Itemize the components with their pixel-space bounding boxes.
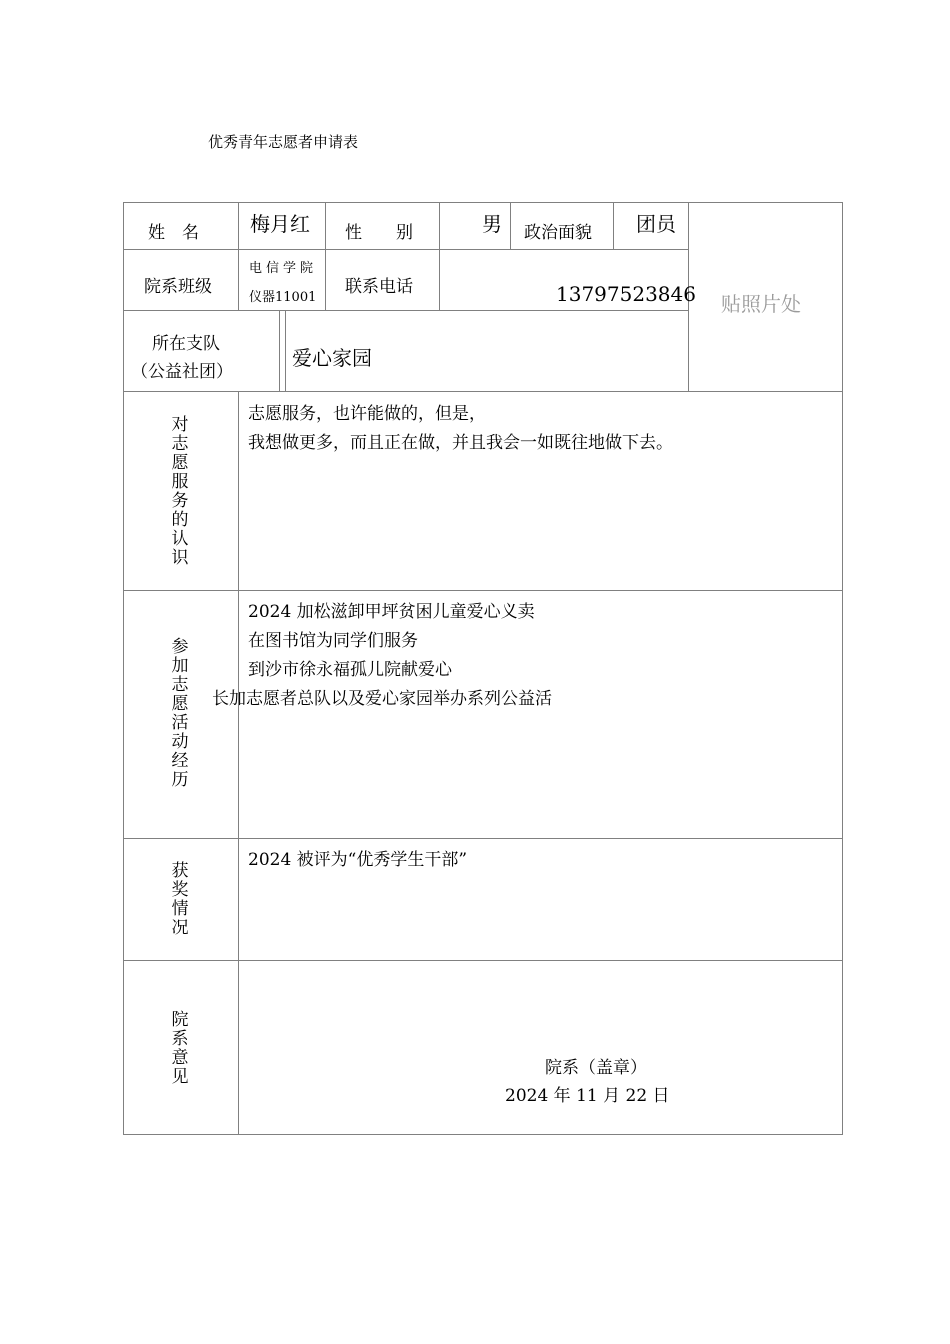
awards-label: 获奖情况 [171,861,189,938]
name-value: 梅月红 [250,212,310,236]
table-border-top [123,202,843,203]
row-divider [123,391,843,392]
table-border-right [842,202,843,1135]
form-title: 优秀青年志愿者申请表 [208,133,359,151]
row-divider [123,249,689,250]
department-value-line1: 电信学院 [249,261,318,276]
col-divider [325,202,326,310]
table-border-bottom [123,1134,843,1135]
col-divider [439,202,440,310]
team-label-line2: （公益社团） [131,362,233,382]
row-divider [123,590,843,591]
experience-line: 到沙市徐永福孤儿院献爱心 [248,660,452,680]
col-divider [279,310,280,391]
understanding-label: 对志愿服务的认识 [171,415,189,568]
phone-value: 13797523846 [556,282,696,306]
political-value: 团员 [636,212,676,236]
gender-label: 性 别 [345,223,413,243]
row-divider [123,838,843,839]
experience-label: 参加志愿活动经历 [171,637,189,790]
awards-line: 2024 被评为“优秀学生干部” [248,850,468,870]
opinion-seal: 院系（盖章） [545,1058,647,1078]
gender-value: 男 [482,212,502,236]
opinion-date: 2024 年 11 月 22 日 [505,1086,670,1106]
understanding-line: 我想做更多，而且正在做，并且我会一如既往地做下去。 [248,433,673,453]
col-divider [510,202,511,249]
department-label: 院系班级 [144,277,212,297]
label-col-divider [238,391,239,1135]
team-value: 爱心家园 [292,346,372,370]
opinion-label: 院系意见 [171,1010,189,1087]
col-divider [238,202,239,310]
name-label: 姓 名 [148,223,199,243]
team-label-line1: 所在支队 [152,334,220,354]
col-divider [613,202,614,249]
experience-line: 2024 加松滋卸甲坪贫困儿童爱心义卖 [248,602,535,622]
department-value-line2: 仪器11001 [249,290,317,305]
col-divider [285,310,286,391]
row-divider [123,960,843,961]
phone-label: 联系电话 [345,277,413,297]
photo-placeholder: 贴照片处 [721,292,801,316]
table-border-left [123,202,124,1135]
political-label: 政治面貌 [524,223,592,243]
experience-line: 在图书馆为同学们服务 [248,631,418,651]
experience-line: 长加志愿者总队以及爱心家园举办系列公益活 [212,689,552,709]
understanding-line: 志愿服务，也许能做的，但是， [248,404,486,424]
row-divider [123,310,689,311]
